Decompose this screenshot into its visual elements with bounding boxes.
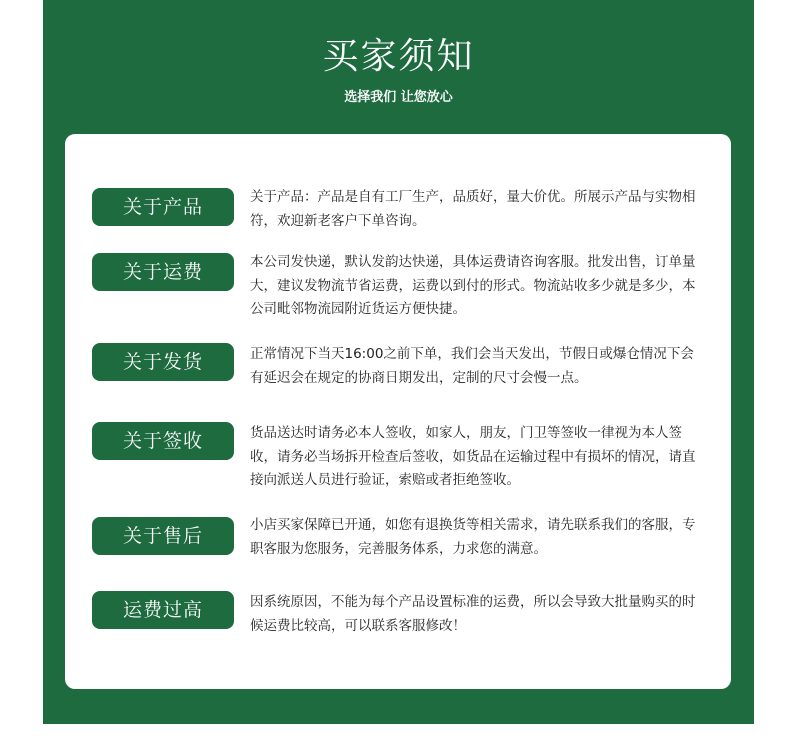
header-panel [43, 0, 754, 724]
tag-high-shipping: 运费过高 [92, 591, 234, 629]
tag-shipping-fee: 关于运费 [92, 253, 234, 291]
desc-receipt: 货品送达时请务必本人签收，如家人，朋友，门卫等签收一律视为本人签收，请务必当场拆开检查后签收，如货品在运输过程中有损坏的情况，请直接向派送人员进行验证，索赔或者拒绝签收。 [250, 425, 696, 488]
tag-product: 关于产品 [92, 188, 234, 226]
tag-receipt: 关于签收 [92, 422, 234, 460]
desc-after-sales: 小店买家保障已开通，如您有退换货等相关需求，请先联系我们的客服，专职客服为您服务，完善服务体系，力求您的满意。 [250, 517, 696, 557]
desc-high-shipping: 因系统原因，不能为每个产品设置标准的运费，所以会导致大批量购买的时候运费比较高，可以联系客服修改！ [250, 594, 696, 634]
desc-product: 关于产品：产品是自有工厂生产，品质好，量大价优。所展示产品与实物相符，欢迎新老客户下单咨询。 [250, 189, 696, 229]
desc-delivery: 正常情况下当天16:00之前下单，我们会当天发出，节假日或爆仓情况下会有延迟会在规定的协商日期发出，定制的尺寸会慢一点。 [250, 346, 694, 386]
tag-after-sales: 关于售后 [92, 517, 234, 555]
tag-delivery: 关于发货 [92, 343, 234, 381]
page-subtitle: 选择我们 让您放心 [344, 90, 453, 105]
notice-card [65, 134, 731, 689]
desc-shipping-fee: 本公司发快递，默认发韵达快递，具体运费请咨询客服。批发出售，订单量大，建议发物流节省运费，运费以到付的形式。物流站收多少就是多少，本公司毗邻物流园附近货运方便快捷。 [250, 254, 696, 317]
page-title: 买家须知 [322, 36, 475, 77]
